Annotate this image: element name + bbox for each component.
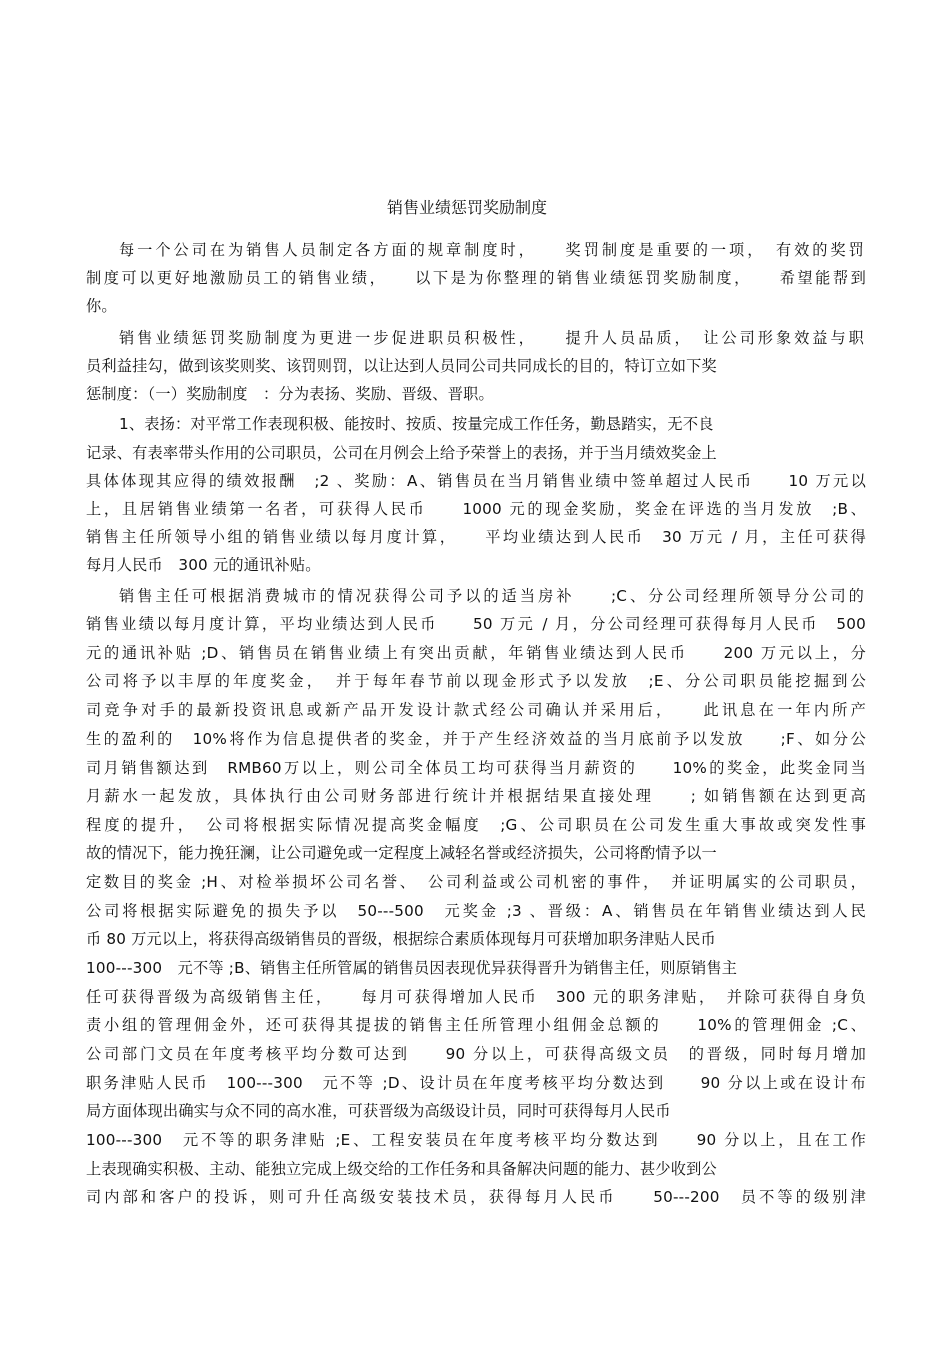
paragraph-line: 100---300 元不等的职务津贴 ;E、工程安装员在年度考核平均分数达到 90 分以上，且在工作 bbox=[86, 1131, 866, 1149]
paragraph-line: 司月销售额达到 RMB60万以上，则公司全体员工均可获得当月薪资的 10%的奖金，此奖金同当 bbox=[86, 759, 866, 777]
paragraph-line: 司竞争对手的最新投资讯息或新产品开发设计款式经公司确认并采用后， 此讯息在一年内所产 bbox=[86, 701, 866, 719]
paragraph-line: 职务津贴人民币 100---300 元不等 ;D、设计员在年度考核平均分数达到 90 分以上或在设计布 bbox=[86, 1074, 866, 1092]
paragraph-line: 记录、有表率带头作用的公司职员，公司在月例会上给予荣誉上的表扬，并于当月绩效奖金上 bbox=[86, 444, 717, 462]
paragraph-line: 任可获得晋级为高级销售主任， 每月可获得增加人民币 300 元的职务津贴， 并除可获得自身负 bbox=[86, 988, 866, 1006]
paragraph-line: 司内部和客户的投诉，则可升任高级安装技术员，获得每月人民币 50---200 员不等的级别津 bbox=[86, 1188, 866, 1206]
paragraph-line: 故的情况下，能力挽狂澜，让公司避免或一定程度上减轻名誉或经济损失，公司将酌情予以一 bbox=[86, 844, 717, 862]
paragraph-line: 员利益挂勾，做到该奖则奖、该罚则罚，以让达到人员同公司共同成长的目的，特订立如下奖 bbox=[86, 357, 717, 375]
paragraph-line: 1、表扬：对平常工作表现积极、能按时、按质、按量完成工作任务，勤恳踏实，无不良 bbox=[119, 415, 714, 433]
paragraph-line: 上表现确实积极、主动、能独立完成上级交给的工作任务和具备解决问题的能力、甚少收到公 bbox=[86, 1160, 717, 1178]
paragraph-line: 月薪水一起发放，具体执行由公司财务部进行统计并根据结果直接处理 ; 如销售额在达到更高 bbox=[86, 787, 866, 805]
paragraph-line: 责小组的管理佣金外，还可获得其提拔的销售主任所管理小组佣金总额的 10%的管理佣金 ;C、 bbox=[86, 1016, 866, 1034]
paragraph-line: 你。 bbox=[86, 297, 117, 315]
paragraph-line: 上，且居销售业绩第一名者，可获得人民币 1000 元的现金奖励，奖金在评选的当月发放 ;B、 bbox=[86, 500, 866, 518]
paragraph-line: 销售主任所领导小组的销售业绩以每月度计算， 平均业绩达到人民币 30 万元 / 月，主任可获得 bbox=[86, 528, 866, 546]
paragraph-line: 局方面体现出确实与众不同的高水准，可获晋级为高级设计员，同时可获得每月人民币 bbox=[86, 1102, 671, 1120]
paragraph-line: 100---300 元不等 ;B、销售主任所管属的销售员因表现优异获得晋升为销售主任，则原销售主 bbox=[86, 959, 738, 977]
paragraph-line: 具体体现其应得的绩效报酬 ;2 、奖励：A、销售员在当月销售业绩中签单超过人民币 10 万元以 bbox=[86, 472, 866, 490]
paragraph-line: 销售主任可根据消费城市的情况获得公司予以的适当房补 ;C、分公司经理所领导分公司的 bbox=[119, 587, 864, 605]
paragraph-line: 元的通讯补贴 ;D、销售员在销售业绩上有突出贡献，年销售业绩达到人民币 200 万元以上，分 bbox=[86, 644, 866, 662]
paragraph-line: 公司部门文员在年度考核平均分数可达到 90 分以上，可获得高级文员 的晋级，同时每月增加 bbox=[86, 1045, 866, 1063]
paragraph-line: 每月人民币 300 元的通讯补贴。 bbox=[86, 556, 321, 574]
paragraph-line: 生的盈利的 10%将作为信息提供者的奖金，并于产生经济效益的当月底前予以发放 ;F、如分公 bbox=[86, 730, 866, 748]
paragraph-line: 每一个公司在为销售人员制定各方面的规章制度时， 奖罚制度是重要的一项， 有效的奖罚 bbox=[119, 241, 864, 259]
paragraph-line: 制度可以更好地激励员工的销售业绩， 以下是为你整理的销售业绩惩罚奖励制度， 希望能帮到 bbox=[86, 269, 866, 287]
paragraph-line: 销售业绩惩罚奖励制度为更进一步促进职员积极性， 提升人员品质， 让公司形象效益与职 bbox=[119, 329, 864, 347]
document-title: 销售业绩惩罚奖励制度 bbox=[386, 198, 547, 217]
paragraph-line: 币 80 万元以上，将获得高级销售员的晋级，根据综合素质体现每月可获增加职务津贴人民币 bbox=[86, 930, 716, 948]
paragraph-line: 销售业绩以每月度计算，平均业绩达到人民币 50 万元 / 月，分公司经理可获得每月人民币 500 bbox=[86, 615, 866, 633]
paragraph-line: 程度的提升， 公司将根据实际情况提高奖金幅度 ;G、公司职员在公司发生重大事故或突发性事 bbox=[86, 816, 866, 834]
paragraph-line: 公司将予以丰厚的年度奖金， 并于每年春节前以现金形式予以发放 ;E、分公司职员能挖掘到公 bbox=[86, 672, 866, 690]
paragraph-line: 惩制度：（一）奖励制度 ：分为表扬、奖励、晋级、晋职。 bbox=[86, 385, 494, 403]
paragraph-line: 定数目的奖金 ;H、对检举损坏公司名誉、 公司利益或公司机密的事件， 并证明属实的公司职员， bbox=[86, 873, 866, 891]
paragraph-line: 公司将根据实际避免的损失予以 50---500 元奖金 ;3 、晋级：A、销售员在年销售业绩达到人民 bbox=[86, 902, 866, 920]
